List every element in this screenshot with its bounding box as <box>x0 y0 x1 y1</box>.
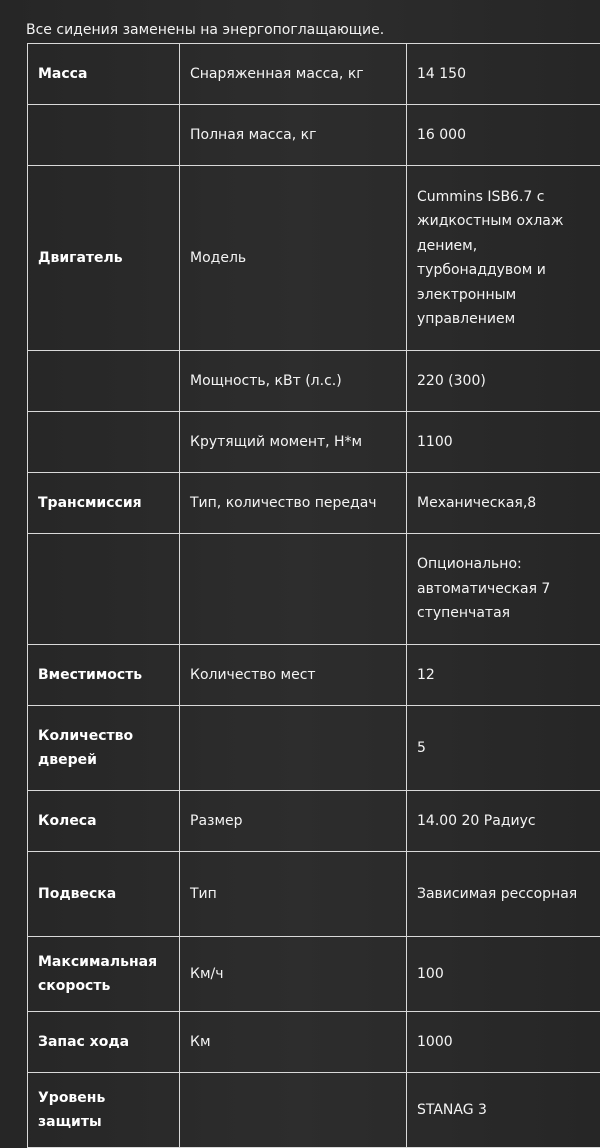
table-row <box>28 473 600 534</box>
row-value: 12 <box>407 645 600 706</box>
row-category <box>28 412 180 473</box>
row-parameter: Км <box>180 1012 407 1073</box>
row-category: Двигатель <box>28 166 180 351</box>
row-value: 5 <box>407 706 600 791</box>
row-value: 220 (300) <box>407 351 600 412</box>
row-category: Вместимость <box>28 645 180 706</box>
row-category <box>28 105 180 166</box>
intro-text: Все сидения заменены на энергопоглащающие. <box>26 20 384 40</box>
row-category: Уровень защиты <box>28 1073 180 1148</box>
specs-table <box>27 43 600 1148</box>
row-parameter: Размер <box>180 791 407 852</box>
table-row <box>28 1012 600 1073</box>
row-value: 100 <box>407 937 600 1012</box>
row-value: Опционально: автоматическая 7 ступенчатая <box>407 534 600 645</box>
row-value: Зависимая рессорная <box>407 852 600 937</box>
row-parameter: Крутящий момент, Н*м <box>180 412 407 473</box>
row-category <box>28 534 180 645</box>
row-parameter: Полная масса, кг <box>180 105 407 166</box>
row-category: Количество дверей <box>28 706 180 791</box>
row-parameter <box>180 706 407 791</box>
row-category: Масса <box>28 44 180 105</box>
row-parameter: Снаряженная масса, кг <box>180 44 407 105</box>
row-category: Трансмиссия <box>28 473 180 534</box>
table-row <box>28 166 600 351</box>
row-parameter <box>180 534 407 645</box>
table-row <box>28 534 600 645</box>
row-value: 16 000 <box>407 105 600 166</box>
row-value: 14.00 20 Радиус <box>407 791 600 852</box>
row-value: 14 150 <box>407 44 600 105</box>
table-row <box>28 645 600 706</box>
table-row <box>28 351 600 412</box>
row-category: Подвеска <box>28 852 180 937</box>
row-value: 1100 <box>407 412 600 473</box>
row-category: Запас хода <box>28 1012 180 1073</box>
table-row <box>28 44 600 105</box>
row-parameter: Км/ч <box>180 937 407 1012</box>
table-row <box>28 706 600 791</box>
row-value: 1000 <box>407 1012 600 1073</box>
row-category <box>28 351 180 412</box>
row-value: Cummins ISB6.7 с жидкостным охлаж дением, турбонаддувом и электронным управлением <box>407 166 600 351</box>
table-row <box>28 852 600 937</box>
table-row <box>28 937 600 1012</box>
row-parameter: Тип, количество передач <box>180 473 407 534</box>
table-row <box>28 105 600 166</box>
row-parameter: Мощность, кВт (л.с.) <box>180 351 407 412</box>
table-row <box>28 791 600 852</box>
row-parameter: Тип <box>180 852 407 937</box>
row-parameter <box>180 1073 407 1148</box>
row-category: Колеса <box>28 791 180 852</box>
row-value: STANAG 3 <box>407 1073 600 1148</box>
table-row <box>28 412 600 473</box>
row-category: Максимальная скорость <box>28 937 180 1012</box>
row-value: Механическая,8 <box>407 473 600 534</box>
table-row <box>28 1073 600 1148</box>
row-parameter: Модель <box>180 166 407 351</box>
row-parameter: Количество мест <box>180 645 407 706</box>
